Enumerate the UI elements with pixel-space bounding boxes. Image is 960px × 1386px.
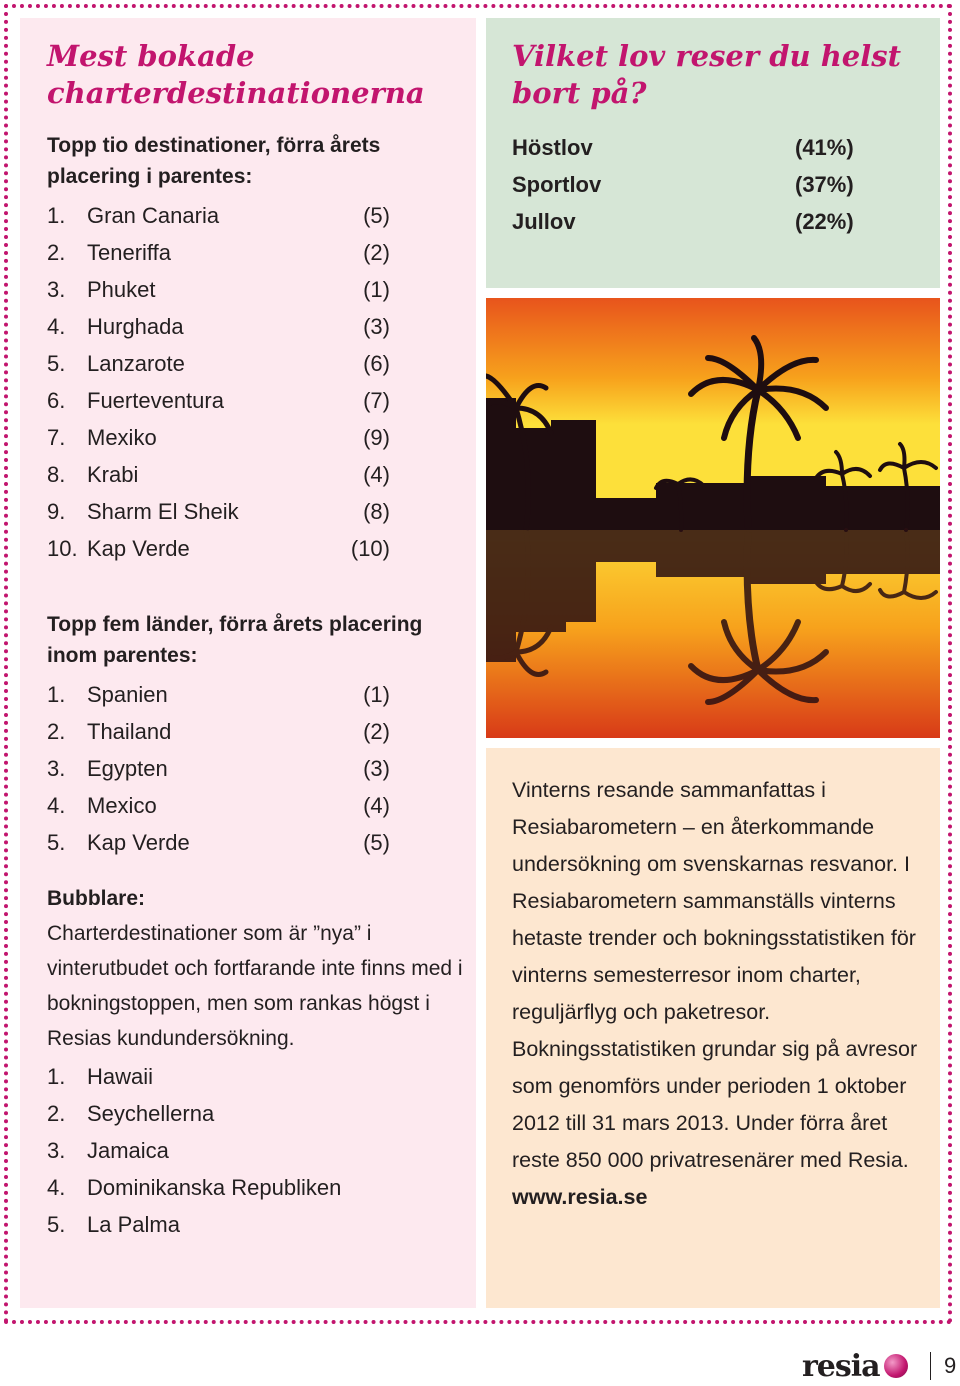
info-text: Vinterns resande sammanfattas i Resiabarometern – en återkommande undersökning om svenskarnas resvanor. I Resiabarometern sammanställs vinterns hetaste trender och bokningsstatistiken för vinterns semesterresor inom charter, reguljärflyg och paketresor. Bokningsstatistiken grundar sig på avresor som genomförs under perioden 1 oktober 2012 till 31 mars 2013. Under förra året reste 850 000 privatresenärer med Resia. (512, 778, 918, 1172)
list-item: 1. Hawaii (47, 1064, 154, 1089)
page-number: 9 (944, 1353, 957, 1378)
destinations-heading: Mest bokade charterdestinationerna (47, 39, 425, 110)
destinations-panel (20, 18, 476, 1308)
footer-divider (930, 1352, 931, 1380)
poll-row: Jullov (22%) (512, 209, 854, 234)
list-item: 2. Teneriffa (2) (47, 240, 390, 265)
list-item: 8. Krabi (4) (47, 462, 390, 487)
logo-wordmark: resia (802, 1348, 880, 1384)
poll-row: Sportlov (37%) (512, 172, 854, 197)
list-item: 2. Seychellerna (47, 1101, 215, 1126)
list-item: 1. Spanien (1) (47, 682, 390, 707)
list-item: 4. Mexico (4) (47, 793, 390, 818)
top5-title: Topp fem länder, förra årets placering inom parentes: (47, 613, 423, 667)
list-item: 5. Kap Verde (5) (47, 830, 390, 855)
list-item: 3. Egypten (3) (47, 756, 390, 781)
sunset-palms-image (486, 298, 940, 738)
poll-panel (486, 18, 940, 288)
list-item: 5. Lanzarote (6) (47, 351, 390, 376)
list-item: 5. La Palma (47, 1212, 180, 1237)
poll-row: Höstlov (41%) (512, 135, 854, 160)
resia-logo (802, 1346, 908, 1386)
list-item: 4. Dominikanska Republiken (47, 1175, 342, 1200)
sunset-photo (486, 298, 940, 738)
poll-heading: Vilket lov reser du helst bort på? (512, 39, 901, 110)
info-panel (486, 748, 940, 1308)
bubblare-title: Bubblare: (47, 887, 146, 910)
poll-results (512, 129, 912, 240)
list-item: 9. Sharm El Sheik (8) (47, 499, 390, 524)
resia-link[interactable]: www.resia.se (512, 1185, 648, 1209)
top5-list (47, 676, 467, 861)
list-item: 4. Hurghada (3) (47, 314, 390, 339)
top10-title: Topp tio destinationer, förra årets placering i parentes: (47, 134, 381, 188)
list-item: 10. Kap Verde (10) (47, 536, 390, 561)
bubblare-list (47, 1058, 467, 1243)
bubblare-description: Charterdestinationer som är ”nya” i vinterutbudet och fortfarande inte finns med i bokningstoppen, men som rankas högst i Resias kundundersökning. (47, 922, 463, 1050)
list-item: 3. Jamaica (47, 1138, 169, 1163)
list-item: 3. Phuket (1) (47, 277, 390, 302)
logo-circle-icon (884, 1354, 908, 1378)
list-item: 6. Fuerteventura (7) (47, 388, 390, 413)
list-item: 1. Gran Canaria (5) (47, 203, 390, 228)
list-item: 2. Thailand (2) (47, 719, 390, 744)
top10-list (47, 197, 467, 567)
list-item: 7. Mexiko (9) (47, 425, 390, 450)
